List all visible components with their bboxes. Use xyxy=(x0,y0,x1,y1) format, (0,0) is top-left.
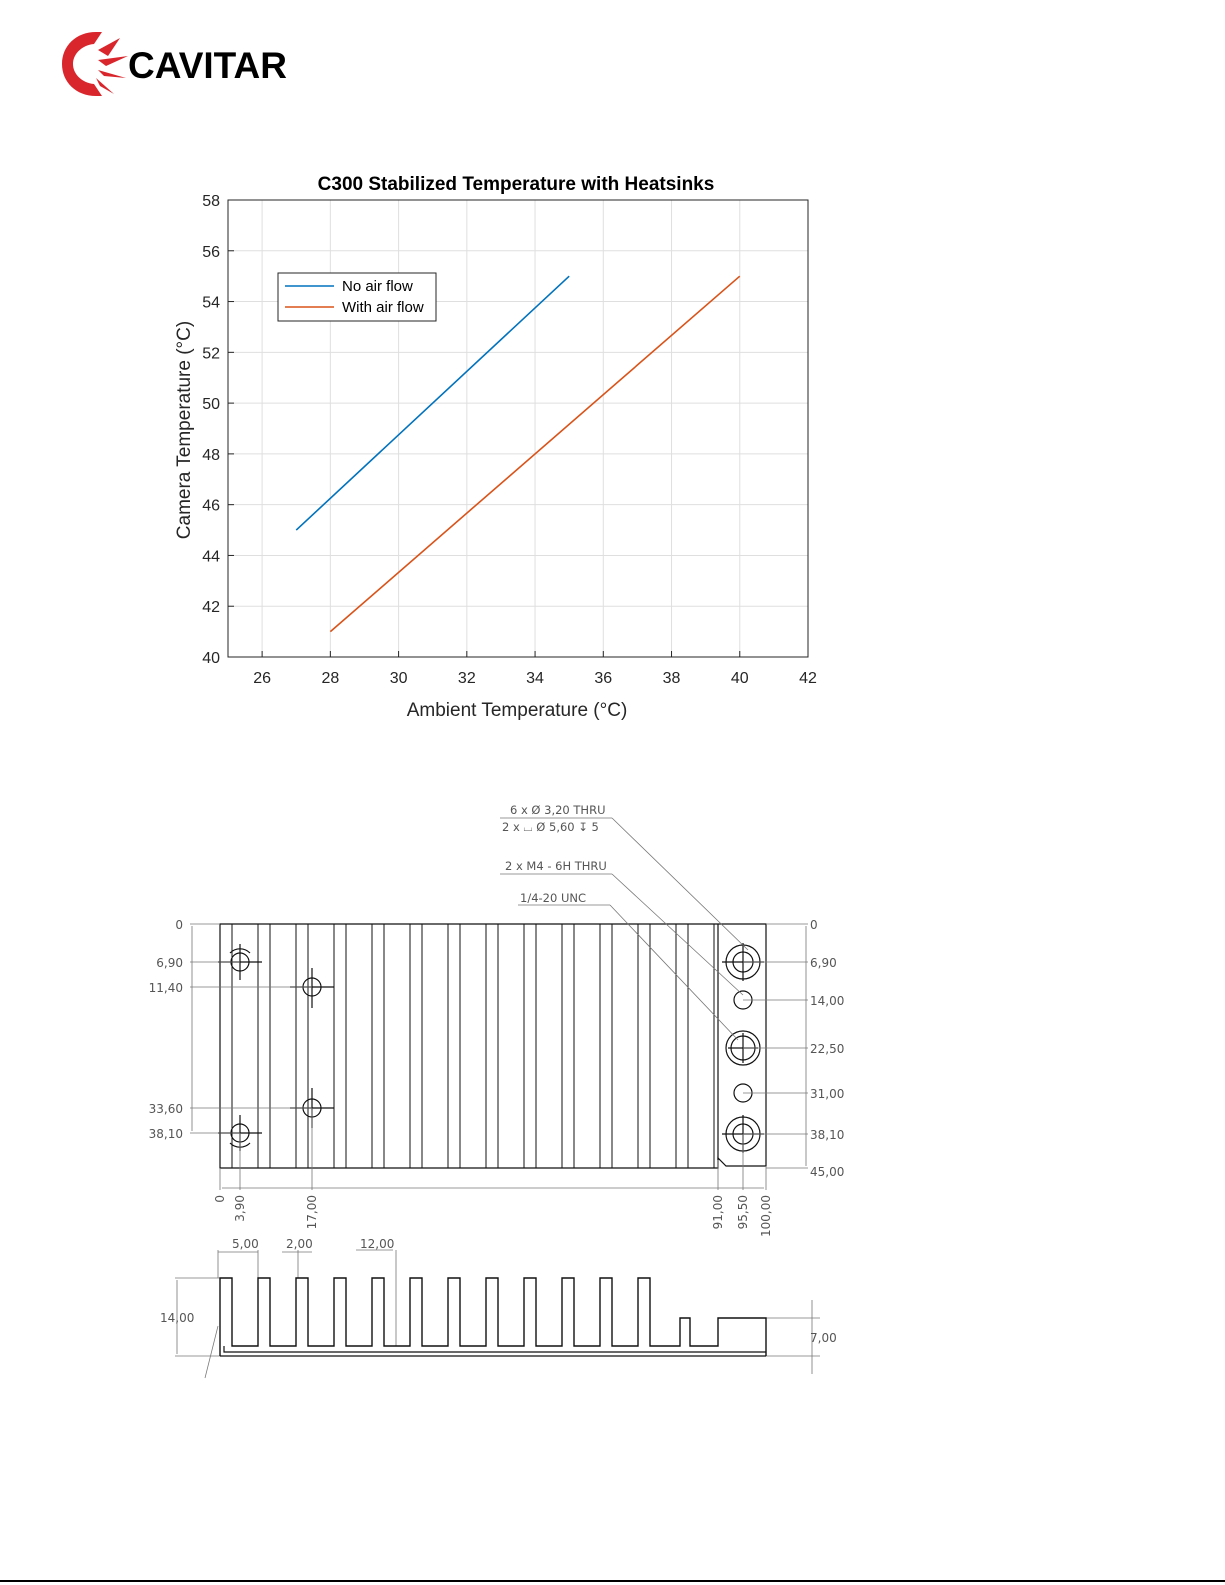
dim-right-3: 22,50 xyxy=(810,1042,845,1056)
y-tick-label: 46 xyxy=(202,497,220,515)
y-tick-label: 42 xyxy=(202,599,220,617)
x-tick-label: 28 xyxy=(321,670,340,687)
chart-title: C300 Stabilized Temperature with Heatsinks xyxy=(317,174,715,195)
dim-bottom-5: 100,00 xyxy=(759,1195,773,1237)
callout-m4-thread: 2 x M4 - 6H THRU xyxy=(505,859,607,873)
dim-right-1: 6,90 xyxy=(810,956,837,970)
dim-right-5: 38,10 xyxy=(810,1128,845,1142)
dim-left-3: 33,60 xyxy=(148,1102,183,1116)
callout-thru-holes: 6 x Ø 3,20 THRU xyxy=(510,803,606,817)
dim-bottom-4: 95,50 xyxy=(736,1195,750,1230)
dim-bottom-2: 17,00 xyxy=(305,1195,319,1230)
dim-bottom-3: 91,00 xyxy=(711,1195,725,1230)
dim-right-4: 31,00 xyxy=(810,1087,845,1101)
page-bottom-rule xyxy=(0,1580,1225,1582)
x-tick-label: 36 xyxy=(594,670,613,687)
y-tick-label: 40 xyxy=(202,650,220,667)
callout-counterbore: 2 x ⌴ Ø 5,60 ↧ 5 xyxy=(502,820,599,834)
x-tick-label: 40 xyxy=(730,670,749,687)
dim-left-1: 6,90 xyxy=(156,956,183,970)
dim-right-6: 45,00 xyxy=(810,1165,845,1179)
x-tick-label: 34 xyxy=(526,670,544,687)
heatsink-profile-view xyxy=(220,1278,766,1356)
y-tick-label: 52 xyxy=(202,345,220,363)
fin-lines xyxy=(232,924,714,1168)
x-tick-label: 42 xyxy=(799,670,817,687)
y-tick-label: 56 xyxy=(202,243,220,261)
callout-unc-thread: 1/4-20 UNC xyxy=(520,891,586,905)
dim-fin-pitch: 5,00 xyxy=(232,1237,259,1251)
x-tick-label: 32 xyxy=(457,670,476,687)
dim-left-4: 38,10 xyxy=(148,1127,183,1141)
dim-total-height: 14,00 xyxy=(160,1311,195,1325)
y-tick-label: 48 xyxy=(202,446,220,464)
x-tick-label: 38 xyxy=(662,670,681,687)
x-tick-label: 26 xyxy=(253,670,272,687)
dim-bottom-1: 3,90 xyxy=(233,1195,247,1222)
legend-label-with-air-flow: With air flow xyxy=(342,299,424,316)
y-tick-label: 50 xyxy=(202,396,220,414)
dim-left-0: 0 xyxy=(175,918,183,932)
heatsink-base-line xyxy=(220,1346,766,1356)
dim-fin-height: 12,00 xyxy=(360,1237,395,1251)
x-axis-label: Ambient Temperature (°C) xyxy=(406,700,628,721)
dim-left-2: 11,40 xyxy=(148,981,183,995)
y-tick-label: 54 xyxy=(202,294,220,312)
mounting-holes-left xyxy=(218,944,334,1151)
x-tick-label: 30 xyxy=(389,670,408,687)
dim-bottom-0: 0 xyxy=(213,1195,227,1203)
dim-step-height: 7,00 xyxy=(810,1331,837,1345)
y-tick-label: 58 xyxy=(202,193,220,210)
legend-label-no-air-flow: No air flow xyxy=(342,278,413,295)
dim-fin-width: 2,00 xyxy=(286,1237,313,1251)
brand-name: CAVITAR xyxy=(128,45,287,86)
y-tick-label: 44 xyxy=(202,548,220,566)
heatsink-top-view xyxy=(220,924,766,1168)
y-axis-label: Camera Temperature (°C) xyxy=(174,320,195,540)
dim-right-0: 0 xyxy=(810,918,818,932)
dim-right-2: 14,00 xyxy=(810,994,845,1008)
